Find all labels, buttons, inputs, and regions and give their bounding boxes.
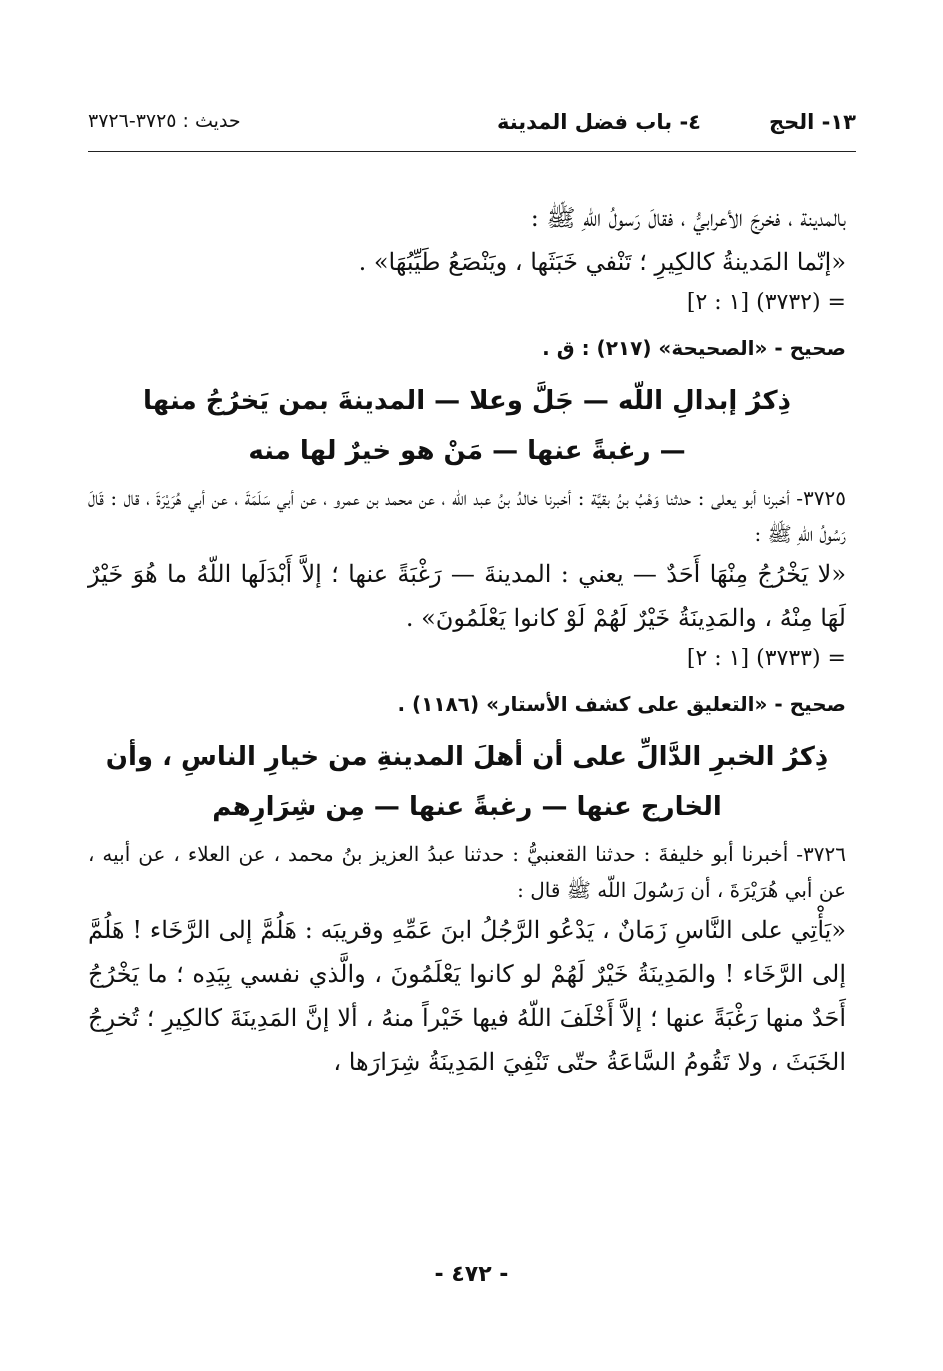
page-number: - ٤٧٢ - <box>434 1262 509 1287</box>
heading-line: ذِكرُ إبدالِ اللّه — جَلَّ وعلا — المدينةَ بمن يَخرُجُ منها <box>143 386 791 416</box>
hadith-text: «يَأْتِي على النَّاسِ زَمَانٌ ، يَدْعُو الرَّجُلُ ابنَ عَمِّهِ وقريبَه : هَلُمَّ إلى الرَّخَاء ! هَلُمَّ إلى الرَّخَاء ! والمَدِينَةُ خَيْرٌ لَهُمْ لو كانوا يَعْلَمُونَ ، والَّذي نفسي بِيَدِه ؛ ما يَخْرُجُ أَحَدٌ منها رَغْبَةً عنها ؛ إلاَّ أَخْلَفَ اللّهُ فيها خَيْراً منهُ ، ألا إنَّ المَدِينَةَ كالكِيرِ ؛ تُخرِجُ الخَبَثَ ، ولا تَقُومُ السَّاعَةُ حتّى تَنْفِيَ المَدِينَةُ شِرَارَها ، <box>88 916 847 1076</box>
chapter-heading <box>88 732 846 832</box>
section-title: ٤- باب فضل المدينة <box>496 110 701 134</box>
grading-note: صحيح - «الصحيحة» (٢١٧) : ق . <box>542 336 846 360</box>
isnad-text: ٣٧٢٦- أخبرنا أبو خليفةَ : حدثنا القعنبيُّ : حدثنا عبدُ العزيز بنُ محمد ، عن العلاء ، عن أبيه ، عن أبي هُرَيْرَةَ ، أن رَسُولَ اللّه ﷺ قال : <box>88 842 846 902</box>
cross-reference: = (٣٧٣٣) [١ : ٢] <box>686 646 846 671</box>
hadith-text: «لا يَخْرُجُ مِنْهَا أَحَدٌ — يعني : المدينةَ — رَغْبَةً عنها ؛ إلاَّ أَبْدَلَها اللّهُ ما هُوَ خَيْرٌ لَهَا مِنْهُ ، والمَدِينَةُ خَيْرٌ لَهُمْ لَوْ كانوا يَعْلَمُونَ» . <box>88 560 846 632</box>
heading-line: ذِكرُ الخبرِ الدَّالِّ على أن أهلَ المدينةِ من خيارِ الناسِ ، وأن <box>105 742 829 772</box>
hadith-range: حديث : ٣٧٢٥-٣٧٢٦ <box>88 110 241 132</box>
cross-reference: = (٣٧٣٢) [١ : ٢] <box>686 290 846 315</box>
text-line: بالمدينة ، فخرجَ الأعرابيُّ ، فقالَ رَسولُ اللّهِ ﷺ : <box>530 204 846 232</box>
page-body <box>88 196 846 1084</box>
header-divider <box>88 151 856 152</box>
hadith-text: «إنّما المَدينةُ كالكِيرِ ؛ تَنْفي خَبَثَها ، ويَنْصَعُ طَيِّبُهَا» . <box>358 248 846 276</box>
heading-line: — رغبةً عنها — مَنْ هو خيرٌ لها منه <box>248 436 686 466</box>
running-header <box>88 110 856 142</box>
grading-note: صحيح - «التعليق على كشف الأستار» (١١٨٦) . <box>397 692 846 716</box>
isnad-text: ٣٧٢٥- أخبرنا أبو يعلى : حدثنا وَهْبُ بنُ بقيَّة : أخبرنا خالدُ بنُ عبد اللّه ، عن محمد بن عمرو ، عن أبي سَلَمَةَ ، عن أبي هُرَيْرَةَ ، قال : قَالَ رَسُولُ اللّهِ ﷺ : <box>88 486 846 546</box>
heading-line: الخارج عنها — رغبةً عنها — مِن شِرَارِهم <box>212 792 722 822</box>
chapter-heading <box>88 376 846 476</box>
chapter-title: ١٣- الحج <box>768 110 856 134</box>
